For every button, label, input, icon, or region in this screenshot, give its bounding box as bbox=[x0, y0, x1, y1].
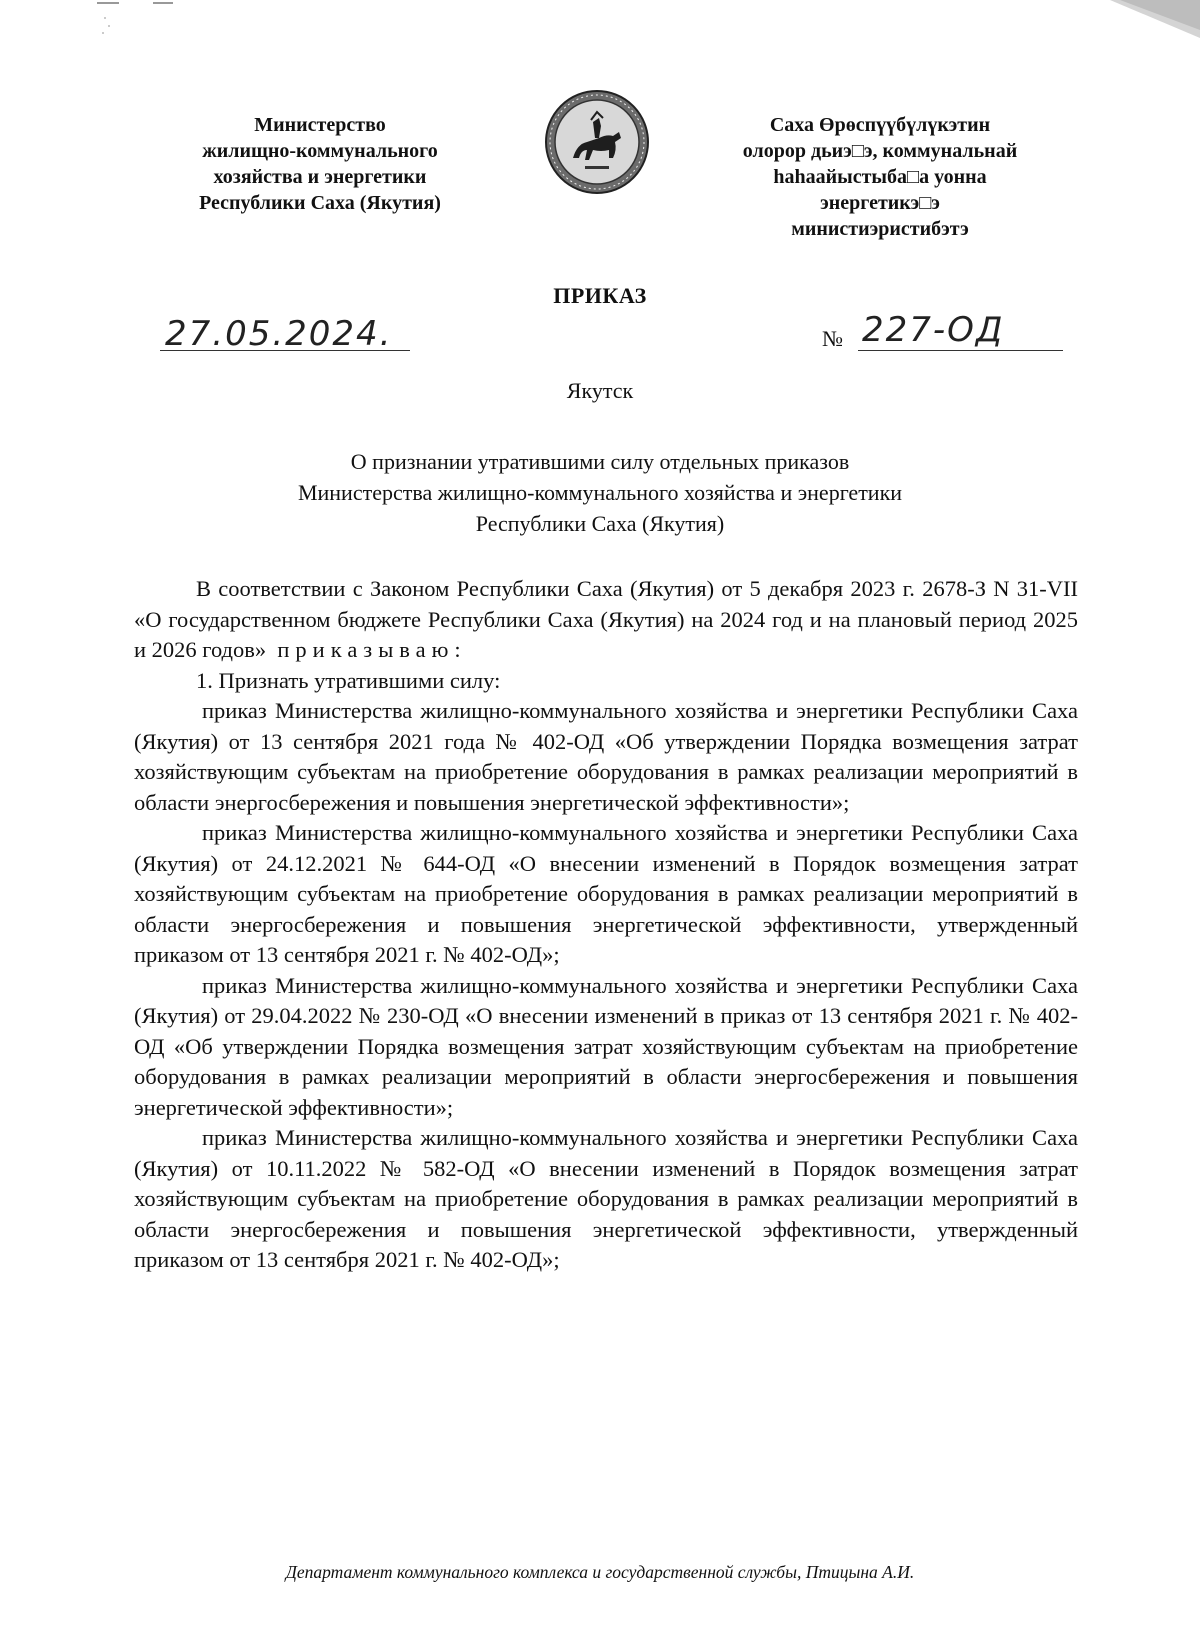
coat-of-arms-icon bbox=[543, 88, 651, 196]
number-sign: № bbox=[822, 326, 843, 351]
order-item-2: приказ Министерства жилищно-коммунального хозяйства и энергетики Республики Саха (Якутия) от 24.12.2021 № 644-ОД «О внесении изменений в Порядок возмещения затрат хозяйствующим субъектам на приобретение оборудования в рамках реализации мероприятий в области энергосбережения и повышения энергетической эффективности, утвержденный приказом от 13 сентября 2021 г. № 402-ОД»; bbox=[134, 820, 1078, 967]
scan-noise-artifact bbox=[95, 0, 185, 40]
preamble-text: В соответствии с Законом Республики Саха (Якутия) от 5 декабря 2023 г. 2678-З N 31-VII «О государственном бюджете Республики Саха (Якутия) на 2024 год и на плановый период 2025 и 2026 годов» bbox=[134, 576, 1078, 662]
city-name: Якутск bbox=[566, 378, 634, 403]
ministry-name-yakut: Саха Өрөспүүбүлүкэтин олорор дьиэ□э, коммунальнай hаhаайыстыба□а уонна энергетикэ□э министиэристибэтэ bbox=[742, 114, 1018, 240]
document-title: ПРИКАЗ bbox=[553, 283, 647, 308]
ministry-name-russian: Министерство жилищно-коммунального хозяйства и энергетики Республики Саха (Якутия) bbox=[199, 114, 441, 214]
order-subject: О признании утратившими силу отдельных приказов Министерства жилищно-коммунального хозяйства и энергетики Республики Саха (Якутия) bbox=[297, 449, 903, 536]
scan-corner-artifact bbox=[1090, 0, 1200, 40]
item-heading: 1. Признать утратившими силу: bbox=[196, 667, 501, 693]
order-item-3: приказ Министерства жилищно-коммунального хозяйства и энергетики Республики Саха (Якутия) от 29.04.2022 № 230-ОД «О внесении изменений в приказ от 13 сентября 2021 г. № 402-ОД «Об утверждении Порядка возмещения затрат хозяйствующим субъектам на приобретение оборудования в рамках реализации мероприятий в области энергосбережения и повышения энергетической эффективности»; bbox=[134, 972, 1078, 1120]
date-line bbox=[160, 350, 410, 351]
preamble-paragraph bbox=[134, 574, 1078, 666]
handwritten-order-number: 227-ОД bbox=[862, 310, 1005, 350]
order-item-1: приказ Министерства жилищно-коммунального хозяйства и энергетики Республики Саха (Якутия) от 13 сентября 2021 года № 402-ОД «Об утверждении Порядка возмещения затрат хозяйствующим субъектам на приобретение оборудования в рамках реализации мероприятий в области энергосбережения и повышения энергетической эффективности»; bbox=[134, 698, 1078, 815]
page-footer: Департамент коммунального комплекса и государственной службы, Птицына А.И. bbox=[285, 1562, 915, 1582]
preamble-command: приказываю: bbox=[277, 637, 467, 662]
handwritten-date: 27.05.2024. bbox=[165, 314, 393, 354]
order-body bbox=[134, 574, 1078, 1276]
number-line bbox=[858, 350, 1063, 351]
order-item-4: приказ Министерства жилищно-коммунального хозяйства и энергетики Республики Саха (Якутия) от 10.11.2022 № 582-ОД «О внесении изменений в Порядок возмещения затрат хозяйствующим субъектам на приобретение оборудования в рамках реализации мероприятий в области энергосбережения и повышения энергетической эффективности, утвержденный приказом от 13 сентября 2021 г. № 402-ОД»; bbox=[134, 1125, 1078, 1272]
